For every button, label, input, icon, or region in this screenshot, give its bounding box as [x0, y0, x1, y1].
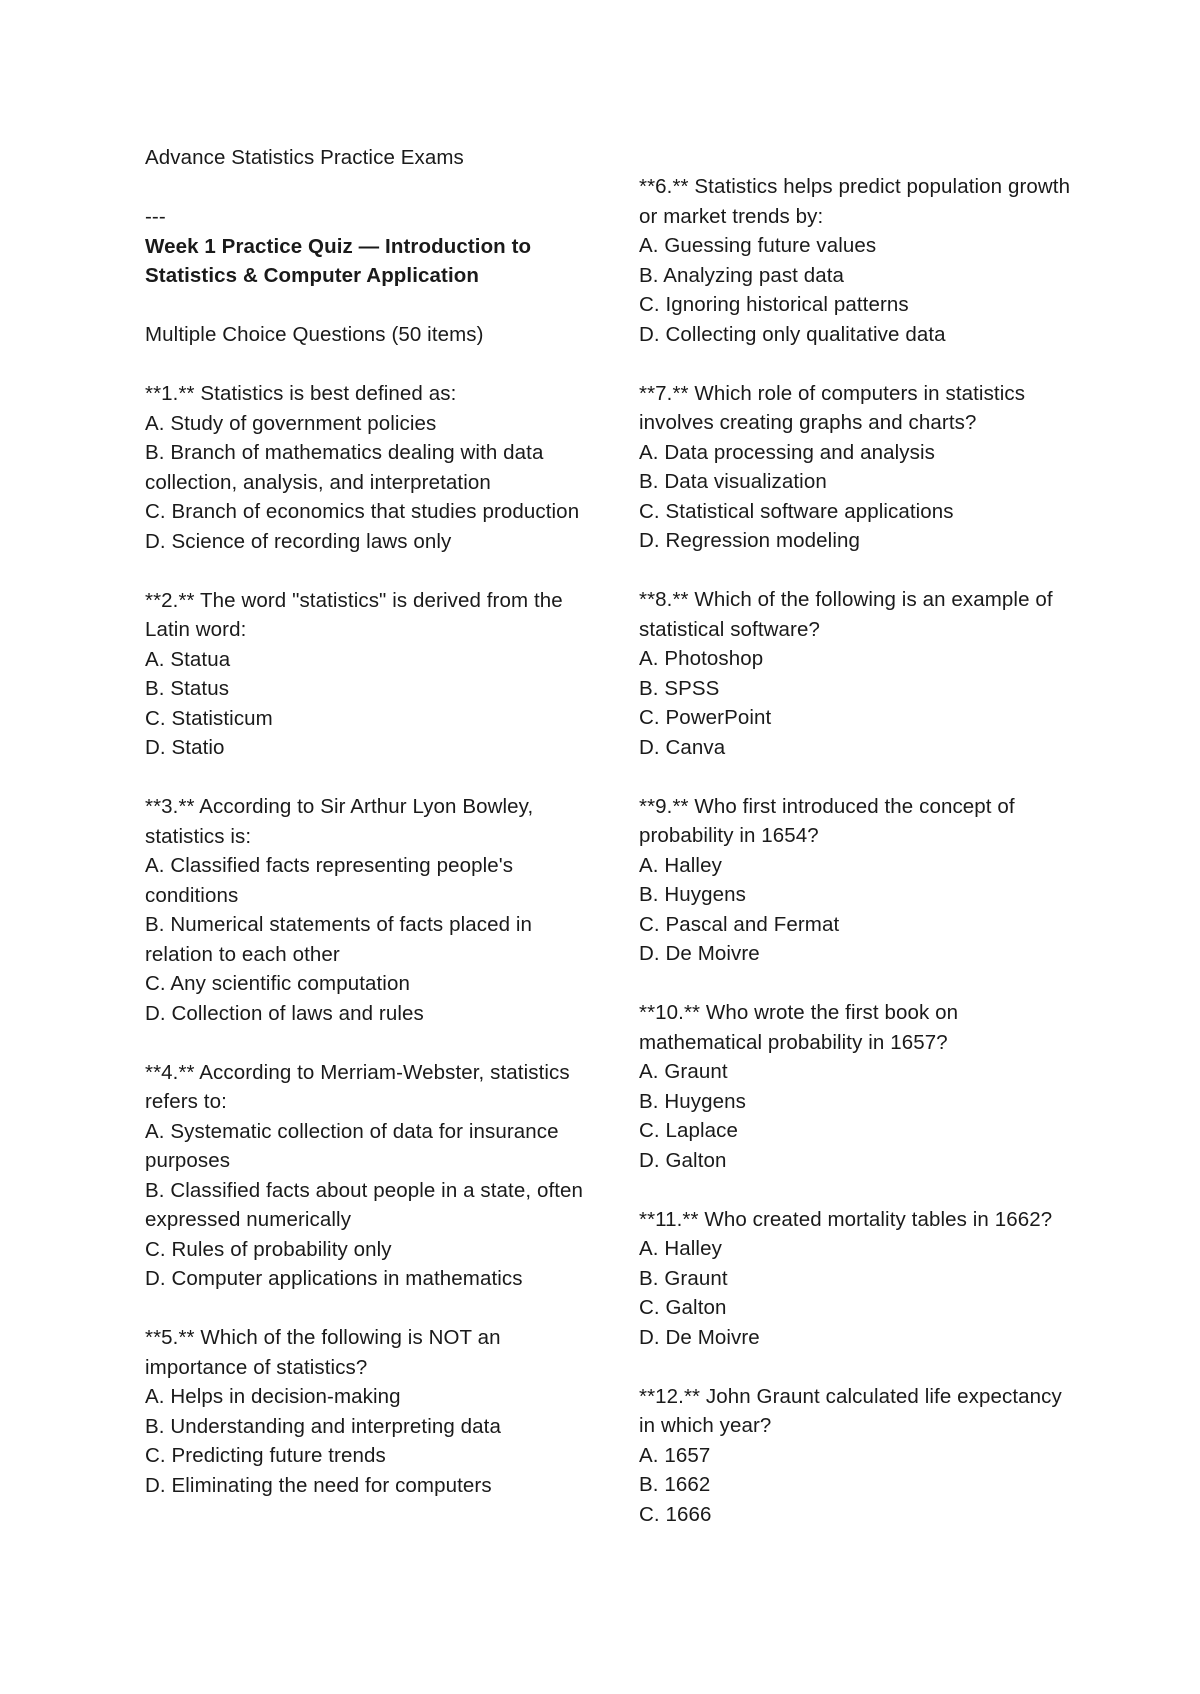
question-stem: **7.** Which role of computers in statistics involves creating graphs and charts?	[639, 381, 1026, 434]
answer-option: C. 1666	[639, 1502, 712, 1526]
answer-option: D. De Moivre	[639, 942, 760, 965]
answer-option: B. Branch of mathematics dealing with data collection, analysis, and interpretation	[145, 441, 544, 494]
answer-option: A. Helps in decision-making	[145, 1385, 401, 1408]
answer-option: D. Science of recording laws only	[145, 529, 452, 553]
spacer	[145, 173, 585, 203]
question-stem: **11.** Who created mortality tables in 1662?	[639, 1207, 1053, 1231]
answer-option: D. Canva	[639, 735, 726, 759]
answer-option: D. Galton	[639, 1148, 727, 1172]
answer-option: D. Eliminating the need for computers	[145, 1473, 492, 1497]
section-heading: Multiple Choice Questions (50 items)	[145, 323, 484, 346]
question-6	[639, 172, 1079, 349]
answer-option: A. Photoshop	[639, 647, 764, 670]
question-stem: **2.** The word "statistics" is derived from the Latin word:	[145, 588, 563, 641]
answer-option: A. 1657	[639, 1443, 711, 1467]
answer-option: D. Collection of laws and rules	[145, 1001, 424, 1025]
answer-option: A. Classified facts representing people's conditions	[145, 854, 514, 907]
question-stem: **4.** According to Merriam-Webster, statistics refers to:	[145, 1060, 570, 1113]
question-stem: **10.** Who wrote the first book on mathematical probability in 1657?	[639, 1001, 959, 1054]
question-stem: **1.** Statistics is best defined as:	[145, 382, 457, 405]
question-2	[145, 586, 585, 763]
document-title: Advance Statistics Practice Exams	[145, 146, 464, 169]
answer-option: A. Halley	[639, 1237, 722, 1260]
answer-option: B. Data visualization	[639, 470, 827, 493]
question-list-right	[639, 172, 1079, 1529]
question-7	[639, 379, 1079, 556]
answer-option: B. Analyzing past data	[639, 263, 845, 287]
question-stem: **3.** According to Sir Arthur Lyon Bowley, statistics is:	[145, 795, 534, 848]
answer-option: B. Status	[145, 677, 230, 700]
answer-option: A. Statua	[145, 647, 231, 671]
question-11	[639, 1205, 1079, 1353]
answer-option: C. Statisticum	[145, 706, 273, 730]
answer-option: C. Rules of probability only	[145, 1237, 392, 1261]
quiz-title-line-1: Week 1 Practice Quiz — Introduction to	[145, 234, 532, 258]
question-8	[639, 585, 1079, 762]
question-stem: **8.** Which of the following is an example of statistical software?	[639, 588, 1053, 641]
right-column	[639, 172, 1079, 1529]
answer-option: D. Statio	[145, 736, 225, 759]
answer-option: B. Understanding and interpreting data	[145, 1414, 501, 1438]
question-stem: **6.** Statistics helps predict population growth or market trends by:	[639, 175, 1071, 228]
answer-option: C. Ignoring historical patterns	[639, 293, 909, 316]
answer-option: C. Statistical software applications	[639, 499, 954, 523]
separator: ---	[145, 205, 166, 228]
answer-option: B. SPSS	[639, 676, 720, 700]
question-10	[639, 998, 1079, 1175]
answer-option: A. Guessing future values	[639, 234, 877, 257]
question-9	[639, 792, 1079, 969]
question-4	[145, 1058, 585, 1294]
answer-option: A. Data processing and analysis	[639, 440, 935, 464]
answer-option: D. De Moivre	[639, 1325, 760, 1349]
answer-option: C. Predicting future trends	[145, 1444, 386, 1467]
answer-option: B. Huygens	[639, 883, 746, 906]
question-12	[639, 1382, 1079, 1530]
answer-option: B. 1662	[639, 1473, 711, 1496]
question-stem: **12.** John Graunt calculated life expectancy in which year?	[639, 1384, 1062, 1437]
quiz-title-line-2: Statistics & Computer Application	[145, 264, 479, 287]
answer-option: A. Study of government policies	[145, 411, 437, 435]
question-3	[145, 792, 585, 1028]
answer-option: C. Galton	[639, 1296, 727, 1319]
answer-option: B. Graunt	[639, 1266, 728, 1290]
answer-option: A. Systematic collection of data for insurance purposes	[145, 1119, 559, 1172]
answer-option: C. Any scientific computation	[145, 972, 410, 995]
answer-option: C. PowerPoint	[639, 706, 772, 729]
question-5	[145, 1323, 585, 1500]
answer-option: A. Graunt	[639, 1060, 728, 1083]
answer-option: D. Collecting only qualitative data	[639, 322, 946, 346]
question-1	[145, 379, 585, 556]
spacer	[145, 291, 585, 321]
answer-option: C. Pascal and Fermat	[639, 912, 840, 936]
spacer	[145, 350, 585, 380]
answer-option: B. Classified facts about people in a state, often expressed numerically	[145, 1178, 584, 1231]
question-stem: **9.** Who first introduced the concept of probability in 1654?	[639, 794, 1015, 847]
answer-option: C. Laplace	[639, 1119, 739, 1142]
answer-option: D. Regression modeling	[639, 529, 860, 552]
question-list-left	[145, 379, 585, 1500]
answer-option: A. Halley	[639, 853, 722, 877]
question-stem: **5.** Which of the following is NOT an importance of statistics?	[145, 1326, 501, 1379]
answer-option: B. Huygens	[639, 1089, 746, 1113]
left-column	[145, 143, 585, 1500]
answer-option: C. Branch of economics that studies production	[145, 500, 580, 523]
answer-option: D. Computer applications in mathematics	[145, 1267, 523, 1290]
answer-option: B. Numerical statements of facts placed in relation to each other	[145, 913, 533, 966]
